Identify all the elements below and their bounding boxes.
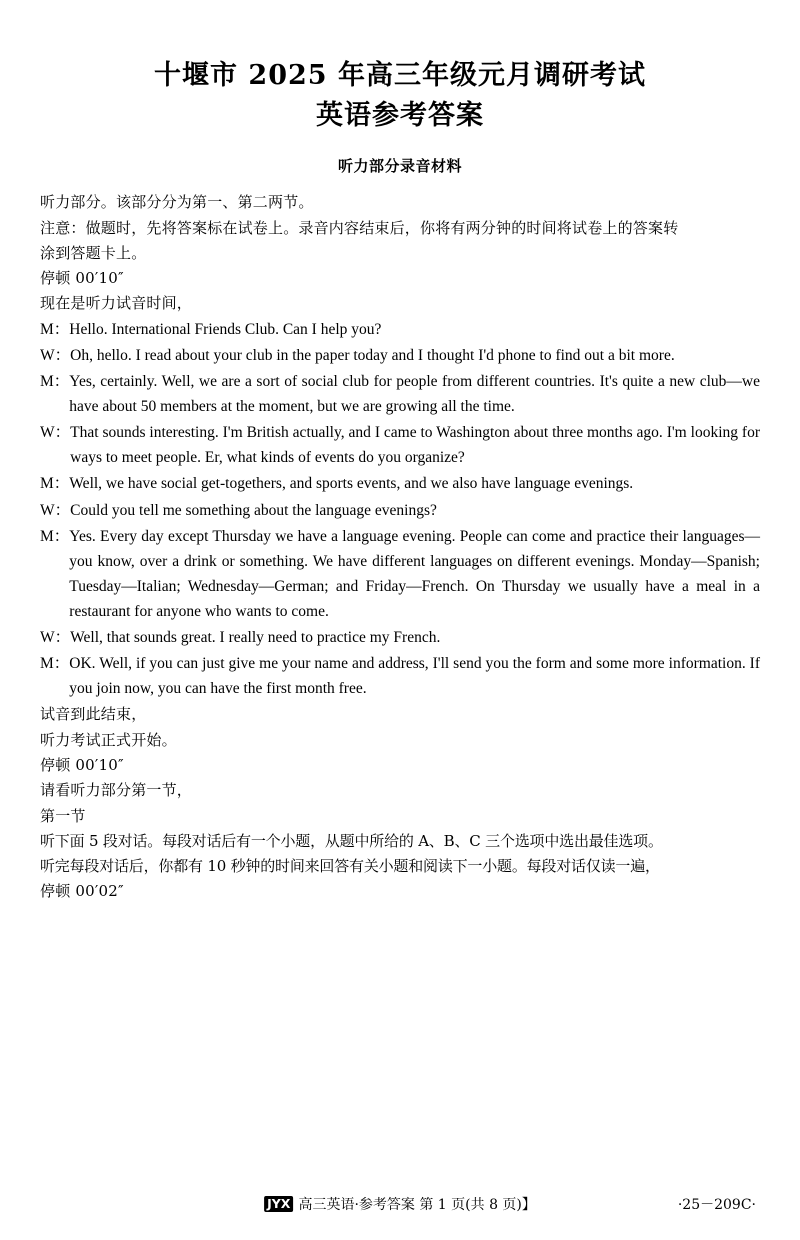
dialogue-line xyxy=(40,471,760,496)
dialogue-speaker: M： xyxy=(40,372,70,390)
dialogue-utterance: Well, we have social get-togethers, and sports events, and we also have language evenings. xyxy=(69,475,634,493)
script-line: 听下面 5 段对话。每段对话后有一个小题，从题中所给的 A、B、C 三个选项中选出最佳选项。 xyxy=(40,831,663,850)
script-line: 请看听力部分第一节， xyxy=(40,781,193,800)
publisher-logo-icon: JYX xyxy=(264,1196,293,1213)
section-heading: 听力部分录音材料 xyxy=(337,157,462,176)
dialogue-utterance: Hello. International Friends Club. Can I help you? xyxy=(69,320,382,338)
script-line: 听完每段对话后，你都有 10 秒钟的时间来回答有关小题和阅读下一小题。每段对话仅读一遍， xyxy=(40,857,660,876)
dialogue-utterance: Well, that sounds great. I really need to practice my French. xyxy=(70,629,441,647)
dialogue-line xyxy=(40,625,760,650)
footer-paper-code: ·25－209C· xyxy=(677,1197,756,1213)
script-line: 注意：做题时，先将答案标在试卷上。录音内容结束后，你将有两分钟的时间将试卷上的答案转 xyxy=(40,218,679,237)
document-title-block xyxy=(40,58,760,133)
listening-script-body xyxy=(40,190,760,904)
script-line: 听力部分。该部分分为第一、第二两节。 xyxy=(40,193,314,212)
page-title-line-2: 英语参考答案 xyxy=(316,99,484,131)
dialogue-speaker: M： xyxy=(40,475,70,493)
dialogue-line xyxy=(40,369,760,419)
dialogue-utterance: Yes, certainly. Well, we are a sort of social club for people from different countries. It's quite a new club—we have about 50 members at the moment, but we are growing all the time. xyxy=(69,372,760,416)
script-line: 停顿 00′02″ xyxy=(40,882,124,901)
dialogue-speaker: M： xyxy=(40,527,70,545)
script-line: 第一节 xyxy=(40,806,86,825)
script-line: 听力考试正式开始。 xyxy=(40,730,177,749)
dialogue-speaker: M： xyxy=(40,320,70,338)
dialogue-line xyxy=(40,317,760,342)
dialogue-utterance: Oh, hello. I read about your club in the paper today and I thought I'd phone to find out a bit more. xyxy=(70,346,675,364)
answer-sheet-page xyxy=(0,58,800,1240)
script-line: 停顿 00′10″ xyxy=(40,269,124,288)
script-line: 停顿 00′10″ xyxy=(40,755,124,774)
dialogue-utterance: OK. Well, if you can just give me your name and address, I'll send you the form and some more information. If you join now, you can have the first month free. xyxy=(69,655,760,698)
dialogue-line xyxy=(40,498,760,523)
dialogue-line xyxy=(40,343,760,368)
footer-center-block xyxy=(264,1194,536,1214)
page-title-line-1: 十堰市 2025 年高三年级元月调研考试 xyxy=(154,60,646,91)
script-line: 试音到此结束， xyxy=(40,705,147,724)
page-footer xyxy=(0,1186,800,1214)
footer-page-label: 高三英语·参考答案 第 1 页(共 8 页)】 xyxy=(298,1197,536,1213)
script-line: 现在是听力试音时间， xyxy=(40,294,193,313)
dialogue-speaker: W： xyxy=(40,346,71,364)
dialogue-line xyxy=(40,524,760,624)
dialogue-line xyxy=(40,420,760,470)
dialogue-utterance: That sounds interesting. I'm British actually, and I came to Washington about three months ago. I'm looking for ways to meet people. Er, what kinds of events do you organize? xyxy=(70,424,760,467)
dialogue-speaker: W： xyxy=(40,501,71,519)
dialogue-line xyxy=(40,651,760,701)
dialogue-utterance: Yes. Every day except Thursday we have a language evening. People can come and practice their languages—you know, over a drink or something. We have different languages on different evenings. Monday—Spanish; Tuesday—Italian; Wednesday—German; and Friday—French. On Thursday we usually have a meal in a restaurant for anyone who wants to come. xyxy=(69,527,760,620)
dialogue-speaker: W： xyxy=(40,424,71,442)
script-line: 涂到答题卡上。 xyxy=(40,243,147,262)
dialogue-speaker: W： xyxy=(40,629,71,647)
dialogue-speaker: M： xyxy=(40,655,70,673)
dialogue-utterance: Could you tell me something about the language evenings? xyxy=(70,501,437,519)
